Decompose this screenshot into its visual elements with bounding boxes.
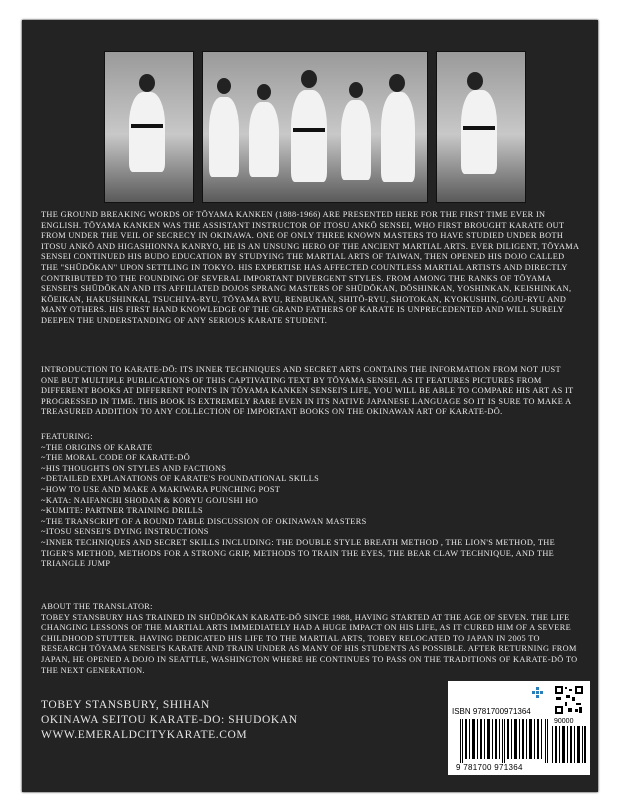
author-name: TOBEY STANSBURY, SHIHAN: [41, 699, 210, 711]
list-item: ~INNER TECHNIQUES AND SECRET SKILLS INCLUDING: THE DOUBLE STYLE BREATH METHOD , THE LION'S METHOD, THE TIGER'S METHOD, METHODS FOR A STRONG GRIP, METHODS TO TRAIN THE EYES, THE BEAR CLAW TECHNIQUE, AND THE TRIANGLE JUMP: [41, 537, 556, 569]
translator-section: [41, 602, 581, 676]
list-item: ~THE MORAL CODE OF KARATE-DŌ: [41, 453, 191, 463]
photo-left: [104, 51, 194, 203]
list-item: ~HOW TO USE AND MAKE A MAKIWARA PUNCHING POST: [41, 484, 281, 494]
list-item: ~THE TRANSCRIPT OF A ROUND TABLE DISCUSSION OF OKINAWAN MASTERS: [41, 516, 367, 526]
list-item: ~DETAILED EXPLANATIONS OF KARATE'S FOUNDATIONAL SKILLS: [41, 474, 320, 484]
qr-code-icon: [554, 685, 584, 715]
translator-heading: ABOUT THE TRANSLATOR:: [41, 602, 153, 611]
featuring-section: [41, 432, 581, 570]
isbn-digits: 9 781700 971364: [456, 763, 523, 772]
price-code: 90000: [554, 718, 574, 725]
list-item: ~HIS THOUGHTS ON STYLES AND FACTIONS: [41, 463, 227, 473]
barcode-label: [448, 681, 590, 775]
featuring-list: [41, 443, 581, 570]
translator-bio: TOBEY STANSBURY HAS TRAINED IN SHŪDŌKAN KARATE-DŌ SINCE 1988, HAVING STARTED AT THE AGE OF SEVEN. THE LIFE CHANGING LESSONS OF THE MARTIAL ARTS IMMEDIATELY HAD A HUGE IMPACT ON HIS LIFE, AS IT CURED HIM OF A SEVERE CHILDHOOD STUTTER. HAVING DEDICATED HIS LIFE TO THE MARTIAL ARTS, TOBEY RELOCATED TO JAPAN IN 2005 TO RESEARCH TŌYAMA SENSEI'S KARATE AND TRAIN UNDER AS MANY OF HIS STUDENTS AS POSSIBLE. AFTER RETURNING FROM JAPAN, HE OPENED A DOJO IN SEATTLE, WASHINGTON WHERE HE CONTINUES TO PASS ON THE TRADITIONS OF KARATE-DŌ TO THE NEXT GENERATION.: [41, 612, 578, 675]
isbn-label: ISBN 9781700971364: [452, 707, 531, 716]
photo-right: [436, 51, 526, 203]
list-item: ~KUMITE: PARTNER TRAINING DRILLS: [41, 506, 204, 516]
author-org: OKINAWA SEITOU KARATE-DO: SHUDOKAN: [41, 714, 298, 726]
list-item: ~THE ORIGINS OF KARATE: [41, 442, 153, 452]
price-barcode-icon: [552, 726, 586, 763]
website-link[interactable]: WWW.EMERALDCITYKARATE.COM: [41, 729, 248, 741]
list-item: ~ITOSU SENSEI'S DYING INSTRUCTIONS: [41, 527, 209, 537]
second-paragraph: INTRODUCTION TO KARATE-DŌ: ITS INNER TECHNIQUES AND SECRET ARTS CONTAINS THE INFORMATION FROM NOT JUST ONE BUT MULTIPLE PUBLICATIONS OF THIS CAPTIVATING TEXT BY TŌYAMA SENSEI. AS IT FEATURES PICTURES FROM DIFFERENT BOOKS AT DIFFERENT POINTS IN TŌYAMA KANKEN SENSEI'S LIFE, YOU WILL BE ABLE TO COMPARE HIS ART AS IT PROGRESSED IN TIME. THIS BOOK IS EXTREMELY RARE EVEN IN ITS NATIVE JAPANESE LANGUAGE SO IT IS SURE TO MAKE A TREASURED ADDITION TO ANY COLLECTION OF IMPORTANT BOOKS ON THE OKINAWAN ART OF KARATE-DŌ.: [41, 365, 574, 417]
list-item: ~KATA: NAIFANCHI SHODAN & KORYU GOJUSHI HO: [41, 495, 259, 505]
photo-group: [202, 51, 428, 203]
featuring-heading: FEATURING:: [41, 432, 93, 441]
barcode-icon: [460, 719, 548, 763]
publisher-logo-icon: [532, 687, 546, 701]
back-cover: [22, 20, 598, 792]
intro-paragraph: THE GROUND BREAKING WORDS OF TŌYAMA KANKEN (1888-1966) ARE PRESENTED HERE FOR THE FIRST TIME EVER IN ENGLISH. TŌYAMA KANKEN WAS THE ASSISTANT INSTRUCTOR OF ITOSU ANKŌ SENSEI, WHO FIRST BROUGHT KARATE OUT FROM UNDER THE VEIL OF SECRECY IN OKINAWA. ONE OF ONLY THREE KNOWN MASTERS TO HAVE STUDIED UNDER BOTH ITOSU ANKŌ AND HIGASHIONNA KANRYO, HE IS AN UNSUNG HERO OF THE ANCIENT MARTIAL ARTS. EVER DILIGENT, TŌYAMA SENSEI CONTINUED HIS BUDO EDUCATION BY STUDYING THE MARTIAL ARTS OF TAIWAN, THEN OPENED HIS DOJO CALLED THE "SHŪDŌKAN" UPON SETTLING IN TOKYO. HIS EXPERTISE HAS AFFECTED COUNTLESS MARTIAL ARTISTS AND DIRECTLY CONTRIBUTED TO THE FOUNDING OF SEVERAL IMPORTANT DIVERGENT STYLES. FROM AMONG THE RANKS OF TŌYAMA SENSEI'S SHŪDŌKAN AND ITS AFFILIATED DOJOS SPRANG MASTERS OF SHŪDŌKAN, DŌSHINKAN, YOSHINKAN, KEISHINKAN, KŌEIKAN, HAKUSHINKAI, TSUCHIYA-RYU, TŌYAMA RYU, RENBUKAN, SHITŌ-RYU, SHOTOKAN, KYOKUSHIN, GOJU-RYU AND MANY OTHERS. HIS FIRST HAND KNOWLEDGE OF THE GRAND FATHERS OF KARATE IS UNPRECEDENTED AND WILL SURELY DEEPEN THE UNDERSTANDING OF ANY SERIOUS KARATE STUDENT.: [41, 210, 579, 325]
